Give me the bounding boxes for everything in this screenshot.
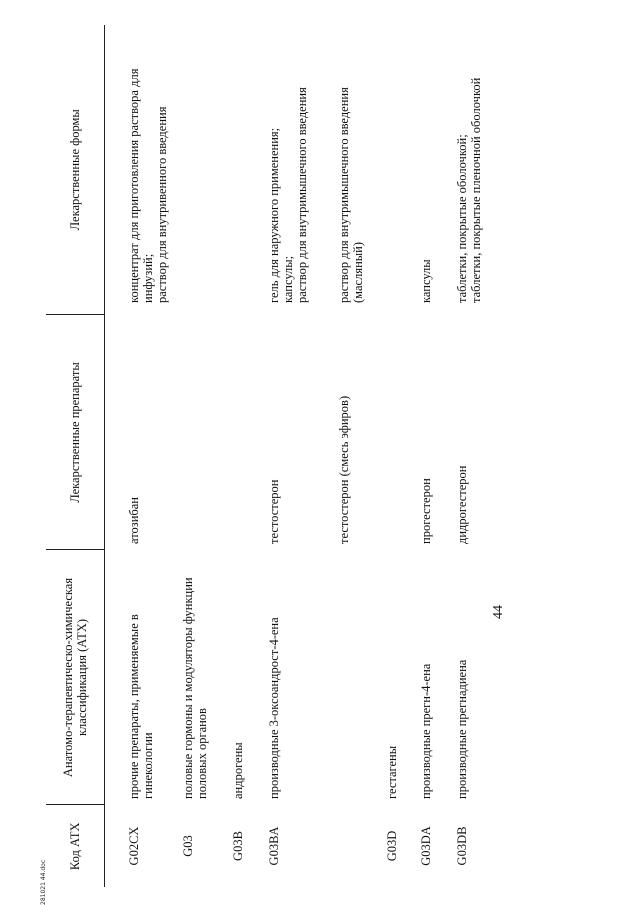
form-item: таблетки, покрытые пленочной оболочкой <box>468 77 483 303</box>
header-classification: Анатомо-терапевтическо-химическая классификация (АТХ) <box>46 550 105 805</box>
atx-drug-table <box>46 25 505 887</box>
row-forms <box>267 25 337 315</box>
form-item: таблетки, покрытые оболочкой; <box>454 134 469 303</box>
form-item: раствор для внутримышечного введения (масляный) <box>336 87 365 303</box>
row-forms <box>337 25 385 315</box>
row-classification: производные прегн-4-ена <box>418 663 433 799</box>
row-code: G03DA <box>418 826 433 866</box>
row-forms <box>181 25 231 315</box>
document-page <box>46 25 586 887</box>
row-classification: производные прегнадиена <box>454 659 469 799</box>
row-drug <box>231 315 267 550</box>
row-classification: андрогены <box>230 742 245 799</box>
row-code: G03DB <box>454 826 469 866</box>
table-row <box>267 25 337 887</box>
row-forms <box>419 25 455 315</box>
row-drug: тестостерон (смесь эфиров) <box>336 395 351 544</box>
header-code: Код АТХ <box>46 805 105 887</box>
row-drug <box>385 315 419 550</box>
row-drug: атозибан <box>127 497 141 544</box>
row-forms <box>105 25 181 315</box>
row-code: G03BA <box>266 826 281 866</box>
table-row <box>419 25 455 887</box>
page-number: 44 <box>491 605 506 619</box>
header-forms: Лекарственные формы <box>46 25 105 315</box>
row-code: G02CX <box>127 826 141 866</box>
table-row <box>181 25 231 887</box>
table-row <box>105 25 181 887</box>
header-drugs: Лекарственные препараты <box>46 315 105 550</box>
row-classification: прочие препараты, применяемые в гинекологии <box>127 614 155 799</box>
table-row <box>455 25 505 887</box>
form-item: гель для наружного применения; <box>266 127 281 303</box>
form-item: капсулы <box>418 259 433 303</box>
row-code: G03 <box>180 835 195 857</box>
row-code <box>337 805 385 887</box>
row-classification: половые гормоны и модуляторы функции половых органов <box>180 577 209 799</box>
row-forms <box>231 25 267 315</box>
row-classification <box>337 550 385 805</box>
table-header-row <box>46 25 105 887</box>
row-drug: дидрогестерон <box>454 465 469 544</box>
row-drug: тестостерон <box>266 479 281 544</box>
row-code: G03B <box>230 831 245 861</box>
table-row <box>231 25 267 887</box>
row-classification: гестагены <box>384 745 399 799</box>
row-code: G03D <box>384 830 399 862</box>
form-item: раствор для внутримышечного введения <box>294 87 309 303</box>
row-drug <box>181 315 231 550</box>
row-drug: прогестерон <box>418 478 433 544</box>
table-row <box>385 25 419 887</box>
document-filename: 281021 44.doc <box>40 859 47 905</box>
form-item: раствор для внутривенного введения <box>155 106 169 303</box>
form-item: капсулы; <box>280 255 295 303</box>
row-classification: производные 3-оксоандрост-4-ена <box>266 617 281 799</box>
row-forms <box>385 25 419 315</box>
form-item: концентрат для приготовления раствора для инфузий; <box>127 68 155 303</box>
row-forms <box>455 25 505 315</box>
table-row <box>337 25 385 887</box>
